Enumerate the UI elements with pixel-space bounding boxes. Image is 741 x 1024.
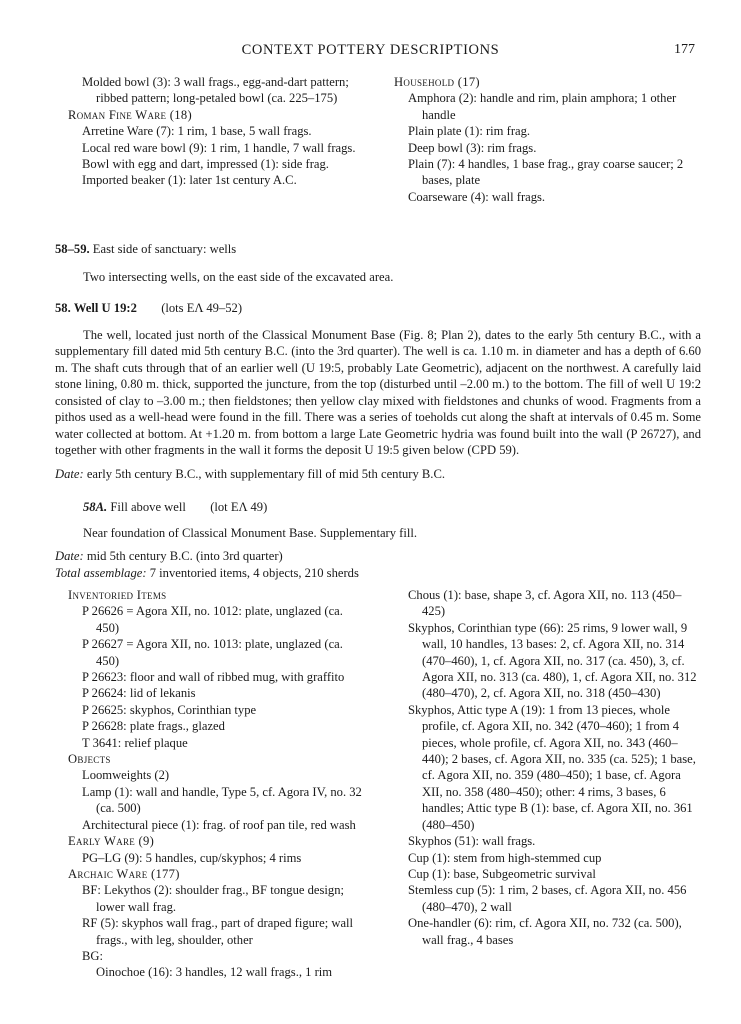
group-heading: Objects — [68, 752, 111, 767]
bottom-left-column — [68, 587, 364, 981]
running-head-title: CONTEXT POTTERY DESCRIPTIONS — [241, 42, 500, 58]
section-58-lots: (lots EΛ 49–52) — [161, 301, 243, 315]
section-58-date-text: early 5th century B.C., with supplementary fill of mid 5th century B.C. — [86, 466, 446, 481]
catalog-entry: Loomweights (2) — [82, 768, 170, 783]
catalog-entry: Plain (7): 4 handles, 1 base frag., gray coarse saucer; 2 bases, plate — [408, 157, 684, 188]
catalog-entry: Skyphos, Corinthian type (66): 25 rims, 9 lower wall, 9 wall, 10 handles, 13 bases: 2, cf. Agora XII, no. 314 (470–460), 1, cf. Agora XII, no. 317 (ca. 450), 3, cf. Agora XII, no. 313 (ca. 480), 1, cf. Agora XII, no. 312 (480–470), 2, cf. Agora XII, no. 318 (450–430) — [408, 620, 697, 701]
section-58A-title: Fill above well — [110, 500, 186, 514]
section-58A-date-text: mid 5th century B.C. (into 3rd quarter) — [86, 549, 283, 563]
section-58-59-title: East side of sanctuary: wells — [92, 242, 237, 256]
section-58A-number: 58A. — [83, 500, 108, 514]
catalog-entry: Architectural piece (1): frag. of roof pan tile, red wash — [82, 817, 356, 832]
catalog-entry: P 26624: lid of lekanis — [82, 686, 196, 701]
catalog-entry: Cup (1): base, Subgeometric survival — [408, 866, 596, 881]
catalog-entry: Chous (1): base, shape 3, cf. Agora XII, no. 113 (450–425) — [408, 588, 682, 619]
group-heading: Early Ware (9) — [68, 834, 155, 849]
group-heading: Household (17) — [394, 75, 480, 89]
catalog-entry: Lamp (1): wall and handle, Type 5, cf. Agora IV, no. 32 (ca. 500) — [82, 784, 362, 816]
catalog-entry: Bowl with egg and dart, impressed (1): side frag. — [82, 157, 329, 172]
bottom-right-column — [394, 587, 699, 948]
catalog-entry: Plain plate (1): rim frag. — [408, 124, 531, 139]
catalog-entry: P 26625: skyphos, Corinthian type — [82, 702, 257, 717]
catalog-entry: Imported beaker (1): later 1st century A.C. — [82, 173, 297, 188]
catalog-entry: One-handler (6): rim, cf. Agora XII, no. 732 (ca. 500), wall frag., 4 bases — [408, 916, 682, 947]
section-58A-total-text: 7 inventoried items, 4 objects, 210 sherds — [149, 565, 359, 580]
section-58 — [55, 300, 701, 482]
group-heading: Roman Fine Ware (18) — [68, 107, 192, 122]
section-58A-total-label: Total assemblage: — [55, 565, 147, 580]
catalog-entry: T 3641: relief plaque — [82, 735, 188, 750]
section-58-59 — [55, 241, 701, 285]
catalog-entry: BF: Lekythos (2): shoulder frag., BF tongue design; lower wall frag. — [82, 883, 344, 914]
section-58A-note: Near foundation of Classical Monument Base. Supplementary fill. — [83, 525, 418, 540]
catalog-entry: Skyphos, Attic type A (19): 1 from 13 pieces, whole profile, cf. Agora XII, no. 342 (470–460); 1 from 4 pieces, whole profile, cf. Agora XII, no. 343 (460–440); 2 bases, cf. Agora XII, no. 335 (ca. 525); 1 base, cf. Agora XII, no. 359 (480–450); 1 base, cf. Agora XII, no. 358 (480–450); other: 4 rims, 3 bases, 6 handles; Attic type B (1): base, cf. Agora XII, no. 361 (480–450) — [408, 702, 696, 832]
section-58A-date-label: Date: — [55, 549, 84, 563]
catalog-entry: Oinochoe (16): 3 handles, 12 wall frags., 1 rim — [96, 965, 333, 980]
section-58A-date — [55, 548, 701, 565]
catalog-entry: Cup (1): stem from high-stemmed cup — [408, 850, 602, 865]
section-58-number: 58. — [55, 301, 71, 315]
catalog-entry: Stemless cup (5): 1 rim, 2 bases, cf. Agora XII, no. 456 (480–470), 2 wall — [408, 883, 687, 914]
catalog-entry: P 26628: plate frags., glazed — [82, 719, 225, 734]
catalog-entry: Amphora (2): handle and rim, plain amphora; 1 other handle — [408, 91, 677, 122]
catalog-entry: Arretine Ware (7): 1 rim, 1 base, 5 wall frags. — [82, 124, 312, 139]
catalog-entry: BG: — [82, 948, 103, 963]
catalog-entry: Local red ware bowl (9): 1 rim, 1 handle, 7 wall frags. — [82, 140, 356, 155]
catalog-entry: Molded bowl (3): 3 wall frags., egg-and-dart pattern; ribbed pattern; long-petaled bowl (ca. 225–175) — [82, 75, 349, 106]
catalog-entry: RF (5): skyphos wall frag., part of draped figure; wall frags., with leg, shoulder, other — [82, 916, 354, 947]
catalog-entry: P 26626 = Agora XII, no. 1012: plate, unglazed (ca. 450) — [82, 604, 343, 635]
running-head — [0, 42, 741, 62]
catalog-entry: Deep bowl (3): rim frags. — [408, 140, 537, 155]
group-heading: Inventoried Items — [68, 588, 167, 602]
section-58A-total — [55, 565, 701, 582]
section-58-date — [55, 466, 701, 483]
catalog-entry: PG–LG (9): 5 handles, cup/skyphos; 4 rims — [82, 850, 302, 865]
section-58A-lots: (lot EΛ 49) — [210, 500, 268, 514]
section-58-paragraph: The well, located just north of the Classical Monument Base (Fig. 8; Plan 2), dates to the early 5th century B.C., with a supplementary fill dated mid 5th century B.C. (into the 3rd quarter). The well is ca. 1.10 m. in diameter and has a depth of 6.60 m. The shaft cuts through that of an earlier well (U 19:5, probably Late Geometric), adjacent on the northwest. A carefully laid stone lining, 0.80 m. thick, supported the juncture, from the top (disturbed until –2.00 m.) to the bottom. The fill of well U 19:2 consisted of clay to –3.00 m.; then fieldstones; then yellow clay mixed with fieldstones and chunks of wood. Fragments from a pithos used as a well-head were found in the fill. There was a series of toeholds cut along the shaft at intervals of 0.45 m. Some water collected at bottom. At +1.20 m. from bottom a large Late Geometric hydria was found built into the wall (P 26727), and together with other fragments in the wall it forms the deposit U 19:5 given below (CPD 59). — [55, 327, 701, 457]
top-right-column — [394, 74, 699, 205]
catalog-entry: Coarseware (4): wall frags. — [408, 189, 546, 204]
section-58-date-label: Date: — [55, 466, 84, 481]
catalog-entry: Skyphos (51): wall frags. — [408, 834, 536, 849]
section-58-59-number: 58–59. — [55, 242, 90, 256]
catalog-entry: P 26623: floor and wall of ribbed mug, with graffito — [82, 670, 345, 685]
page-number: 177 — [674, 42, 695, 57]
section-58-59-text: Two intersecting wells, on the east side of the excavated area. — [83, 269, 394, 284]
top-left-column — [68, 74, 364, 189]
section-58-title: Well U 19:2 — [73, 301, 137, 315]
group-heading: Archaic Ware (177) — [68, 866, 180, 881]
section-58A — [55, 499, 701, 581]
catalog-entry: P 26627 = Agora XII, no. 1013: plate, unglazed (ca. 450) — [82, 637, 343, 668]
